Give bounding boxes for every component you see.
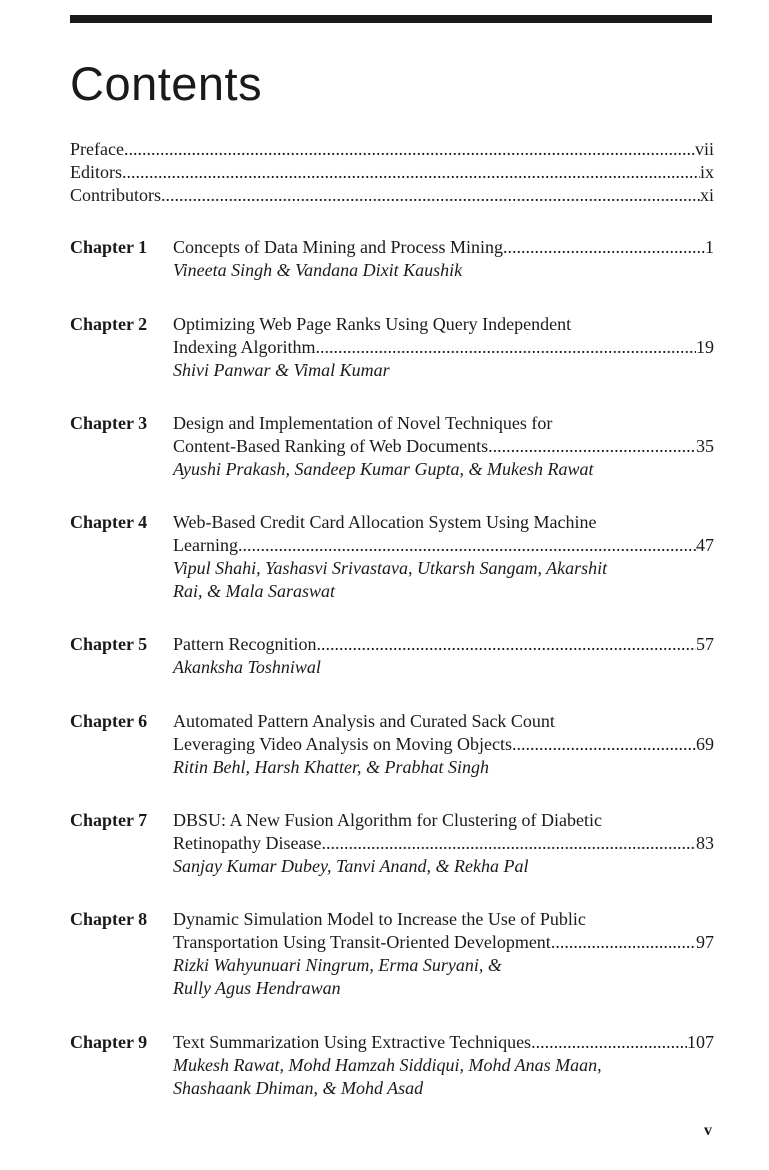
- page-number: v: [704, 1122, 712, 1139]
- chapter-page: 97: [696, 932, 714, 952]
- chapter-label: Chapter 8: [70, 909, 148, 929]
- dot-leader: [512, 733, 696, 756]
- chapter-page: 35: [696, 436, 714, 456]
- chapter-title: Design and Implementation of Novel Techniques for: [173, 413, 553, 433]
- chapter-authors: Ritin Behl, Harsh Khatter, & Prabhat Singh: [173, 757, 490, 777]
- dot-leader: [161, 184, 700, 207]
- chapter-title-line: [173, 336, 714, 359]
- chapter-title-end: Retinopathy Disease: [173, 833, 322, 853]
- chapter-page: 19: [696, 337, 714, 357]
- chapter-authors: Rully Agus Hendrawan: [173, 978, 341, 998]
- chapter-title-end: Learning: [173, 535, 238, 555]
- chapter-title-line: [173, 236, 714, 259]
- entry-title: Preface: [70, 139, 124, 159]
- chapter-page: 83: [696, 833, 714, 853]
- chapter-title-line: [173, 435, 714, 458]
- toc-entry-contributors[interactable]: [70, 184, 714, 207]
- entry-title: Contributors: [70, 185, 162, 205]
- dot-leader: [321, 832, 696, 855]
- chapter-page: 69: [696, 734, 714, 754]
- top-rule: [70, 15, 712, 23]
- chapter-title-line: [173, 832, 714, 855]
- chapter-authors: Rai, & Mala Saraswat: [173, 581, 336, 601]
- chapter-title: Concepts of Data Mining and Process Mining: [173, 237, 503, 257]
- chapter-title: Automated Pattern Analysis and Curated Sack Count: [173, 711, 555, 731]
- entry-title: Editors: [70, 162, 122, 182]
- chapter-title: DBSU: A New Fusion Algorithm for Clustering of Diabetic: [173, 810, 602, 830]
- chapter-title: Dynamic Simulation Model to Increase the Use of Public: [173, 909, 586, 929]
- chapter-page: 47: [696, 535, 714, 555]
- chapter-title-end: Indexing Algorithm: [173, 337, 316, 357]
- chapter-label: Chapter 7: [70, 810, 148, 830]
- chapter-title-line: [173, 633, 714, 656]
- chapter-title-line: [173, 534, 714, 557]
- page-title: Contents: [70, 57, 263, 110]
- dot-leader: [316, 336, 697, 359]
- chapter-title: Text Summarization Using Extractive Techniques: [173, 1032, 532, 1052]
- chapter-title-line: [173, 733, 714, 756]
- dot-leader: [488, 435, 696, 458]
- chapter-title-end: Transportation Using Transit-Oriented Development: [173, 932, 551, 952]
- chapter-label: Chapter 5: [70, 634, 148, 654]
- toc-entry-editors[interactable]: [70, 161, 714, 184]
- dot-leader: [122, 161, 700, 184]
- dot-leader: [531, 1031, 687, 1054]
- chapter-page: 57: [696, 634, 714, 654]
- chapter-authors: Rizki Wahyunuari Ningrum, Erma Suryani, &: [173, 955, 502, 975]
- dot-leader: [124, 138, 695, 161]
- toc-entry-preface[interactable]: [70, 138, 714, 161]
- chapter-title: Pattern Recognition: [173, 634, 317, 654]
- chapter-title-end: Content-Based Ranking of Web Documents: [173, 436, 489, 456]
- chapter-label: Chapter 9: [70, 1032, 148, 1052]
- chapter-authors: Shashaank Dhiman, & Mohd Asad: [173, 1078, 424, 1098]
- chapter-authors: Ayushi Prakash, Sandeep Kumar Gupta, & Mukesh Rawat: [173, 459, 594, 479]
- chapter-label: Chapter 1: [70, 237, 148, 257]
- dot-leader: [551, 931, 696, 954]
- chapter-authors: Vipul Shahi, Yashasvi Srivastava, Utkarsh Sangam, Akarshit: [173, 558, 608, 578]
- chapter-authors: Vineeta Singh & Vandana Dixit Kaushik: [173, 260, 463, 280]
- chapter-label: Chapter 6: [70, 711, 148, 731]
- chapter-title-line: [173, 1031, 714, 1054]
- dot-leader: [316, 633, 696, 656]
- chapter-authors: Mukesh Rawat, Mohd Hamzah Siddiqui, Mohd Anas Maan,: [173, 1055, 602, 1075]
- entry-page: ix: [699, 162, 714, 182]
- chapter-title-end: Leveraging Video Analysis on Moving Objects: [173, 734, 513, 754]
- dot-leader: [503, 236, 705, 259]
- chapter-title: Optimizing Web Page Ranks Using Query Independent: [173, 314, 572, 334]
- chapter-authors: Sanjay Kumar Dubey, Tanvi Anand, & Rekha Pal: [173, 856, 529, 876]
- entry-page: xi: [699, 185, 714, 205]
- chapter-page: 107: [687, 1032, 714, 1052]
- chapter-label: Chapter 4: [70, 512, 148, 532]
- chapter-page: 1: [705, 237, 714, 257]
- chapter-label: Chapter 3: [70, 413, 148, 433]
- chapter-label: Chapter 2: [70, 314, 148, 334]
- chapter-title-line: [173, 931, 714, 954]
- chapter-title: Web-Based Credit Card Allocation System Using Machine: [173, 512, 597, 532]
- chapter-authors: Akanksha Toshniwal: [173, 657, 321, 677]
- dot-leader: [238, 534, 696, 557]
- chapter-authors: Shivi Panwar & Vimal Kumar: [173, 360, 390, 380]
- front-matter-list: [70, 138, 714, 207]
- entry-page: vii: [694, 139, 714, 159]
